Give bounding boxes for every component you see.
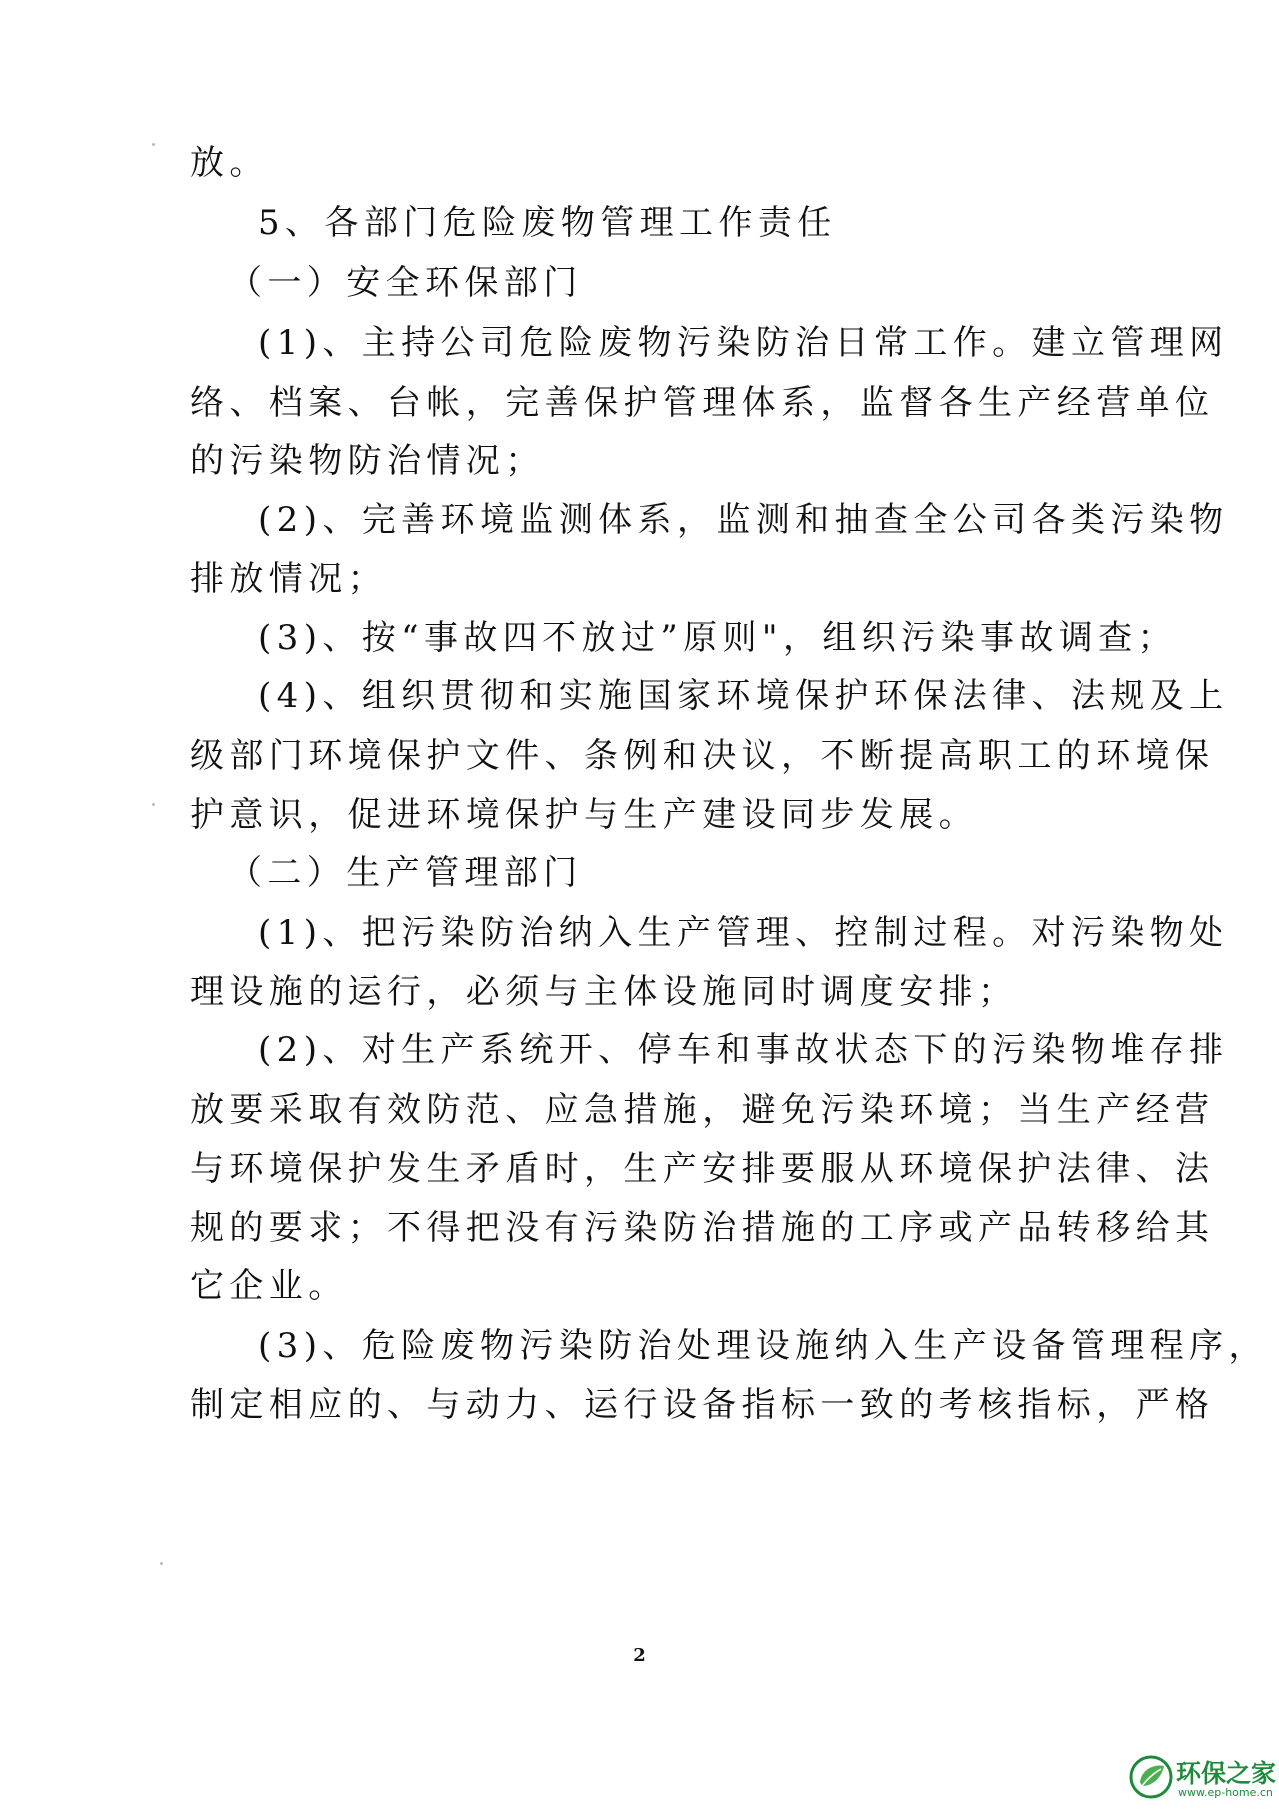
section-heading: 5、各部门危险废物管理工作责任 bbox=[258, 203, 837, 243]
leaf-icon bbox=[1128, 1754, 1174, 1800]
text-line: 制定相应的、与动力、运行设备指标一致的考核指标，严格 bbox=[190, 1385, 1215, 1425]
text-line: 放要采取有效防范、应急措施，避免污染环境；当生产经营 bbox=[190, 1090, 1215, 1130]
text-line: 与环境保护发生矛盾时，生产安排要服从环境保护法律、法 bbox=[190, 1149, 1215, 1189]
text-line: (4)、组织贯彻和实施国家环境保护环保法律、法规及上 bbox=[258, 676, 1229, 716]
text-line: 理设施的运行，必须与主体设施同时调度安排； bbox=[190, 972, 1018, 1012]
text-line: 它企业。 bbox=[190, 1266, 348, 1306]
text-line: (2)、完善环境监测体系，监测和抽查全公司各类污染物 bbox=[258, 500, 1229, 540]
subsection-heading: （二）生产管理部门 bbox=[228, 853, 583, 893]
scan-speck bbox=[160, 1562, 163, 1565]
text-line: (1)、主持公司危险废物污染防治日常工作。建立管理网 bbox=[258, 323, 1229, 363]
watermark-name: 环保之家 bbox=[1176, 1759, 1277, 1788]
text-line: 级部门环境保护文件、条例和决议，不断提高职工的环境保 bbox=[190, 736, 1215, 776]
watermark-logo bbox=[1128, 1752, 1277, 1807]
text-line: (2)、对生产系统开、停车和事故状态下的污染物堆存排 bbox=[258, 1030, 1229, 1070]
watermark-url: www.ep-home.cn bbox=[1178, 1786, 1273, 1799]
text-line: (3)、危险废物污染防治处理设施纳入生产设备管理程序， bbox=[258, 1326, 1268, 1366]
scan-speck bbox=[152, 803, 155, 806]
scan-speck bbox=[152, 143, 155, 146]
text-line: 规的要求；不得把没有污染防治措施的工序或产品转移给其 bbox=[190, 1208, 1215, 1248]
text-line: 的污染物防治情况； bbox=[190, 441, 545, 481]
text-line: 排放情况； bbox=[190, 559, 387, 599]
text-line: 放。 bbox=[190, 143, 269, 183]
text-line: (3)、按“事故四不放过”原则"，组织污染事故调查； bbox=[258, 618, 1177, 658]
text-line: (1)、把污染防治纳入生产管理、控制过程。对污染物处 bbox=[258, 913, 1229, 953]
text-line: 护意识，促进环境保护与生产建设同步发展。 bbox=[190, 795, 978, 835]
page-number: 2 bbox=[633, 1645, 646, 1666]
subsection-heading: （一）安全环保部门 bbox=[228, 263, 583, 303]
text-line: 络、档案、台帐，完善保护管理体系，监督各生产经营单位 bbox=[190, 383, 1215, 423]
